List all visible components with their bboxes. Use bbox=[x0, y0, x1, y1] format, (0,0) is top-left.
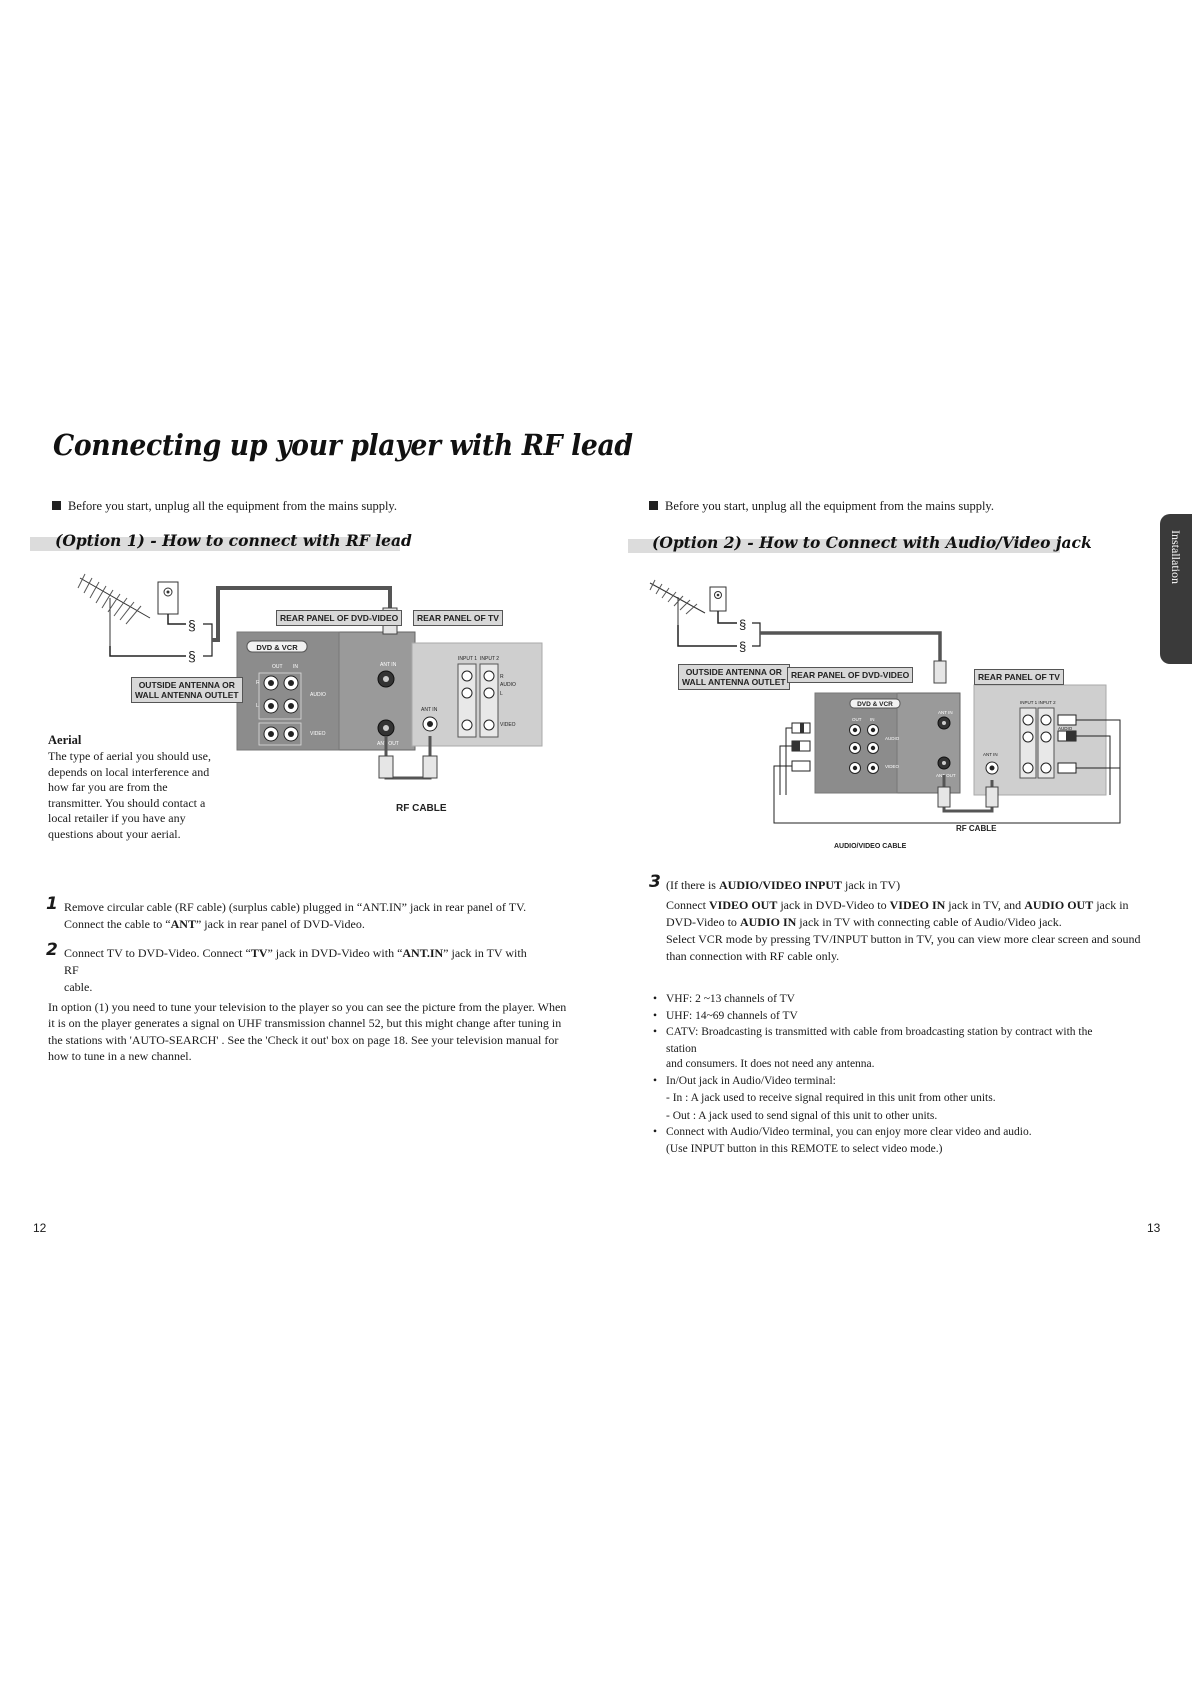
wall-outlet-icon bbox=[710, 587, 726, 611]
step-bold-span: TV bbox=[250, 946, 268, 960]
rear-panel-dvd-label: REAR PANEL OF DVD-VIDEO bbox=[787, 667, 913, 683]
list-item-text: VHF: 2 ~13 channels of TV bbox=[666, 993, 795, 1005]
page-title: Connecting up your player with RF lead bbox=[53, 428, 633, 462]
aerial-line: questions about your aerial. bbox=[48, 826, 181, 841]
list-sub-item bbox=[651, 1108, 1121, 1125]
step-text-span: (If there is bbox=[666, 878, 719, 892]
step-3-line1 bbox=[666, 897, 1146, 914]
before-start-text: Before you start, unplug all the equipment from the mains supply. bbox=[68, 499, 397, 513]
step-text-span: jack in TV with connecting cable of Audio/Video jack. bbox=[796, 915, 1062, 929]
rear-panel-tv-label: REAR PANEL OF TV bbox=[974, 669, 1064, 685]
step-3-line4: than connection with RF cable only. bbox=[666, 949, 840, 963]
list-item: • In/Out jack in Audio/Video terminal: bbox=[653, 1074, 836, 1087]
ant-out-label: ANT OUT bbox=[936, 773, 956, 778]
svg-text:§: § bbox=[739, 639, 747, 654]
video-label: VIDEO bbox=[885, 764, 900, 769]
side-tab-label bbox=[1168, 530, 1188, 650]
l-label: L bbox=[256, 703, 259, 709]
list-item: • CATV: Broadcasting is transmitted with cable from broadcasting station by contract with the station bbox=[653, 1026, 1093, 1055]
ant-out-label: ANT OUT bbox=[377, 741, 399, 747]
square-bullet-icon bbox=[649, 501, 658, 510]
notes-list bbox=[651, 991, 1121, 1157]
input1-label: INPUT 1 bbox=[458, 656, 478, 662]
step-1-line2 bbox=[64, 916, 534, 933]
list-item-text: UHF: 14~69 channels of TV bbox=[666, 1009, 798, 1022]
aerial-line: The type of aerial you should use, bbox=[48, 749, 211, 763]
step-text-span: Connect TV to DVD-Video. Connect “ bbox=[64, 946, 251, 960]
step-1-text bbox=[64, 899, 534, 933]
step-text-span: Connect bbox=[666, 898, 709, 912]
step-3-body bbox=[666, 897, 1146, 965]
aerial-line: transmitter. You should contact a bbox=[48, 795, 206, 810]
step-3-number: 3 bbox=[649, 872, 661, 892]
antenna-icon bbox=[78, 574, 150, 646]
dvd-vcr-label: DVD & VCR bbox=[256, 643, 298, 652]
step-text-span: jack in DVD-Video to bbox=[777, 898, 890, 912]
step-3-heading bbox=[666, 877, 1146, 894]
list-item-text: (Use INPUT button in this REMOTE to select video mode.) bbox=[666, 1142, 943, 1155]
step-text-span: ” jack in DVD-Video with “ bbox=[267, 946, 403, 960]
para-line: In option (1) you need to tune your television to the player so you can see the picture from the player. When bbox=[48, 1000, 567, 1014]
option1-title: (Option 1) - How to connect with RF lead bbox=[55, 531, 412, 550]
in-label: IN bbox=[293, 664, 298, 670]
out-label: OUT bbox=[272, 664, 283, 670]
step-text-span: ” jack in TV with RF bbox=[64, 946, 527, 977]
dvd-vcr-label: DVD & VCR bbox=[857, 701, 893, 708]
tv-audio-label: AUDIO bbox=[1058, 726, 1073, 731]
step-2-line2: cable. bbox=[64, 980, 93, 994]
para-line: how to tune in a new channel. bbox=[48, 1048, 192, 1063]
ant-in-label: ANT IN bbox=[380, 662, 397, 668]
aerial-description bbox=[48, 749, 218, 843]
step-bold-span: AUDIO/VIDEO INPUT bbox=[718, 878, 842, 892]
ant-in-label: ANT IN bbox=[938, 710, 953, 715]
antenna-outlet-label bbox=[678, 664, 790, 690]
step-text-span: jack in TV, and bbox=[945, 898, 1025, 912]
para-line: the stations with 'AUTO-SEARCH' . See the 'Check it out' box on page 18. See your television manual for bbox=[48, 1032, 559, 1047]
tv-ant-in-label: ANT IN bbox=[421, 707, 438, 713]
antenna-label-line1: OUTSIDE ANTENNA OR bbox=[138, 680, 235, 690]
antenna-label-line2: WALL ANTENNA OUTLET bbox=[135, 690, 239, 700]
step-3-line3: Select VCR mode by pressing TV/INPUT button in TV, you can view more clear screen and sound bbox=[666, 932, 1141, 946]
rear-panel-tv-label: REAR PANEL OF TV bbox=[413, 610, 503, 626]
step-text-span: jack in bbox=[1093, 898, 1129, 912]
step-bold-span: AUDIO IN bbox=[739, 915, 797, 929]
svg-text:§: § bbox=[739, 617, 747, 632]
antenna-label-line2: WALL ANTENNA OUTLET bbox=[682, 677, 786, 687]
input12-label: INPUT 1 INPUT 2 bbox=[1020, 700, 1056, 705]
step-text-span: jack in TV) bbox=[842, 878, 901, 892]
step-1-number: 1 bbox=[46, 894, 58, 914]
step-2-number: 2 bbox=[46, 940, 58, 960]
option2-title: (Option 2) - How to Connect with Audio/Video jack bbox=[652, 533, 1092, 552]
r-label: R bbox=[256, 680, 260, 686]
aerial-line: how far you are from the bbox=[48, 780, 168, 795]
step-bold-span: AUDIO OUT bbox=[1024, 898, 1094, 912]
step-bold-span: ANT bbox=[170, 917, 196, 931]
step-3-line2 bbox=[666, 914, 1146, 931]
step-bold-span: VIDEO OUT bbox=[709, 898, 778, 912]
rf-cable-label: RF CABLE bbox=[956, 824, 997, 833]
in-label: IN bbox=[870, 717, 875, 722]
list-item-continued bbox=[651, 1141, 1121, 1158]
page-number-left: 12 bbox=[33, 1221, 47, 1235]
list-item: • Connect with Audio/Video terminal, you can enjoy more clear video and audio. bbox=[653, 1126, 1032, 1138]
page-number-right: 13 bbox=[1147, 1221, 1161, 1235]
list-sub-item bbox=[651, 1090, 1121, 1107]
tv-ant-in-label: ANT IN bbox=[983, 752, 998, 757]
aerial-line: local retailer if you have any bbox=[48, 811, 186, 826]
before-start-text: Before you start, unplug all the equipment from the mains supply. bbox=[665, 499, 994, 513]
list-item-text: CATV: Broadcasting is transmitted with cable from broadcasting station by contract with the station bbox=[666, 1026, 1093, 1055]
tv-r-label: R bbox=[500, 674, 504, 680]
before-start-note-left bbox=[52, 499, 397, 514]
list-item-text: and consumers. It does not need any antenna. bbox=[666, 1058, 875, 1070]
video-label: VIDEO bbox=[310, 731, 326, 737]
audio-label: AUDIO bbox=[310, 692, 326, 698]
wall-outlet-icon bbox=[158, 582, 178, 614]
list-item-text: In/Out jack in Audio/Video terminal: bbox=[666, 1074, 836, 1087]
step-1-line1: Remove circular cable (RF cable) (surplus cable) plugged in “ANT.IN” jack in rear panel of TV. bbox=[64, 900, 527, 914]
tv-video-label: VIDEO bbox=[500, 722, 516, 728]
svg-text:§: § bbox=[188, 617, 196, 633]
tuning-paragraph bbox=[48, 999, 588, 1064]
antenna-icon bbox=[650, 580, 705, 625]
square-bullet-icon bbox=[52, 501, 61, 510]
para-line: it is on the player generates a signal on UHF transmission channel 52, but this might change after tuning in bbox=[48, 1016, 562, 1031]
list-item: • UHF: 14~69 channels of TV bbox=[653, 1009, 798, 1022]
antenna-label-line1: OUTSIDE ANTENNA OR bbox=[685, 667, 782, 677]
input2-label: INPUT 2 bbox=[480, 656, 500, 662]
step-text-span: ” jack in rear panel of DVD-Video. bbox=[195, 917, 365, 931]
list-item-text: - Out : A jack used to send signal of this unit to other units. bbox=[666, 1109, 938, 1122]
out-label: OUT bbox=[852, 717, 862, 722]
step-2-text bbox=[64, 945, 534, 996]
list-item: • VHF: 2 ~13 channels of TV bbox=[653, 993, 795, 1005]
step-2-line1 bbox=[64, 945, 534, 979]
step-bold-span: ANT.IN bbox=[402, 946, 444, 960]
list-item-text: - In : A jack used to receive signal required in this unit from other units. bbox=[666, 1092, 996, 1104]
step-bold-span: VIDEO IN bbox=[889, 898, 946, 912]
aerial-heading: Aerial bbox=[48, 733, 82, 747]
step-text-span: DVD-Video to bbox=[666, 915, 740, 929]
option2-diagram bbox=[640, 575, 1140, 855]
before-start-note-right bbox=[649, 499, 994, 514]
step-text-span: Connect the cable to “ bbox=[64, 917, 171, 931]
av-cable-label: AUDIO/VIDEO CABLE bbox=[834, 843, 907, 850]
rf-cable-label: RF CABLE bbox=[396, 803, 447, 814]
aerial-line: depends on local interference and bbox=[48, 764, 210, 779]
list-item-text: Connect with Audio/Video terminal, you can enjoy more clear video and audio. bbox=[666, 1126, 1032, 1138]
list-item-continued bbox=[651, 1056, 1121, 1073]
side-tab-text: Installation bbox=[1169, 530, 1183, 584]
tv-audio-label: AUDIO bbox=[500, 682, 516, 688]
antenna-outlet-label bbox=[131, 677, 243, 703]
svg-text:§: § bbox=[188, 648, 196, 664]
audio-label: AUDIO bbox=[885, 736, 900, 741]
tv-l-label: L bbox=[500, 691, 503, 697]
rear-panel-dvd-label: REAR PANEL OF DVD-VIDEO bbox=[276, 610, 402, 626]
